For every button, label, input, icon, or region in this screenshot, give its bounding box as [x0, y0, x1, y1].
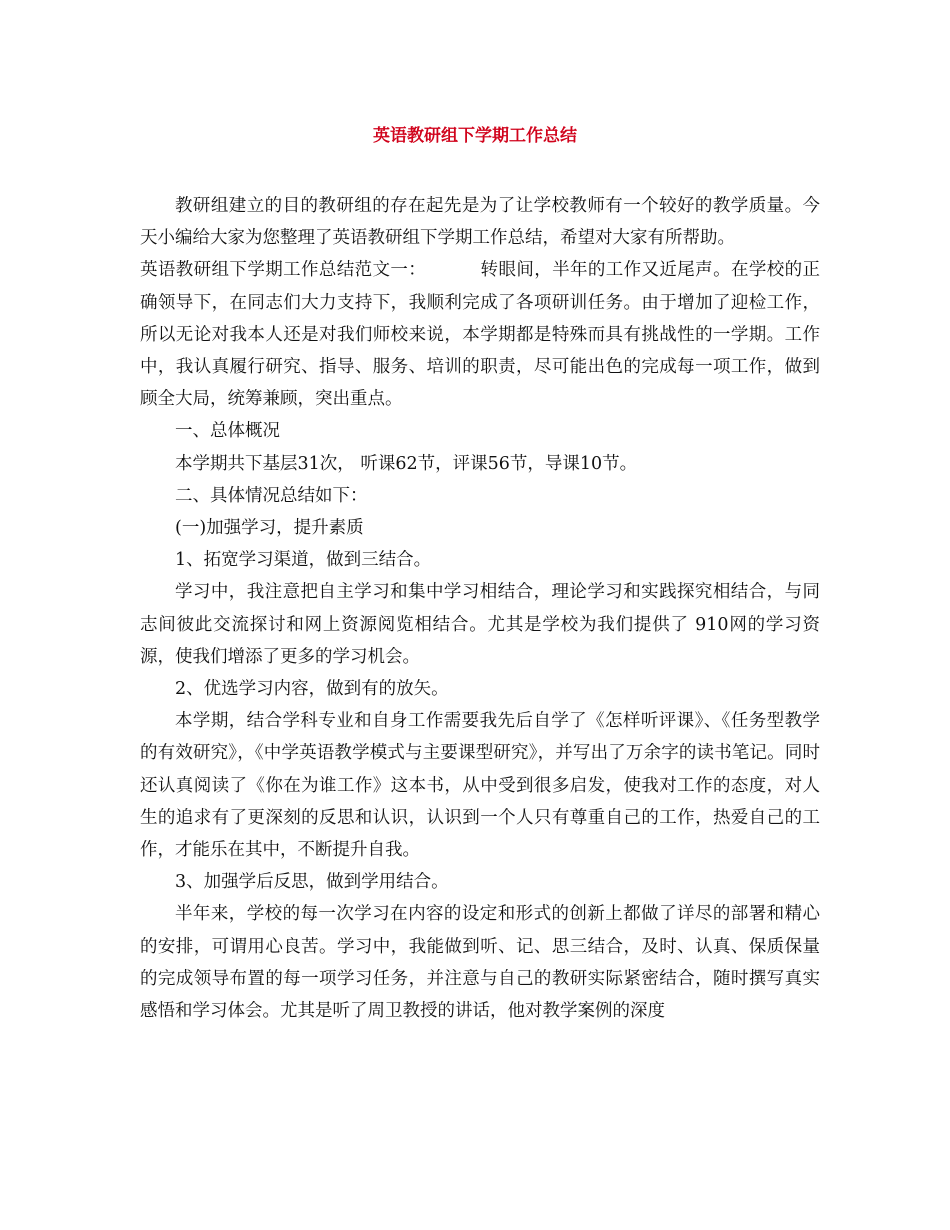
item-body-1: 学习中，我注意把自主学习和集中学习相结合，理论学习和实践探究相结合，与同志间彼此交流探讨和网上资源阅览相结合。尤其是学校为我们提供了 910网的学习资源，使我们增添了更多的学习机会。	[140, 582, 820, 667]
item-heading-3: 3、加强学后反思，做到学用结合。	[175, 872, 449, 893]
intro-line-2: 今天小编给大家为您整理了英语教研组下学期工作总结，希望对大家有所帮助。	[140, 196, 820, 249]
section-heading-details: 二、具体情况总结如下：	[175, 485, 368, 506]
sample-label: 英语教研组下学期工作总结范文一：	[140, 260, 427, 281]
sample-paragraph	[140, 254, 820, 415]
item-body-2: 本学期，结合学科专业和自身工作需要我先后自学了《怎样听评课》、《任务型教学的有效研究》，《中学英语教学模式与主要课型研究》，并写出了万余字的读书笔记。同时还认真阅读了《你在为谁工作》这本书，从中受到很多启发，使我对工作的态度，对人生的追求有了更深刻的反思和认识，认识到一个人只有尊重自己的工作，热爱自己的工作，才能乐在其中，不断提升自我。	[140, 711, 820, 861]
overview-stats: 本学期共下基层31次， 听课62节，评课56节，导课10节。	[175, 453, 638, 474]
document-title: 英语教研组下学期工作总结	[373, 126, 577, 146]
item-heading-2: 2、优选学习内容，做到有的放矢。	[175, 679, 449, 700]
section-heading-overview: 一、总体概况	[175, 421, 280, 442]
sample-lead-text: 转眼间，半年的工作又近尾声。在学校的正确领导下，在同志们大力支持下，我顺利完成了各项研训任务。由于增加了迎检工作，所以无论对我本人还是对我们师校来说，本学期都是特殊而具有挑战性的一学期。工作中，我认真履行研究、指导、服务、培训的职责，尽可能出色的完成每一项工作，做到顾全大局，统筹兼顾，突出重点。	[140, 260, 820, 410]
item-heading-1: 1、拓宽学习渠道，做到三结合。	[175, 550, 432, 571]
intro-paragraph	[140, 190, 820, 254]
subsection-heading-study: (一)加强学习，提升素质	[175, 518, 364, 539]
item-body-3: 半年来，学校的每一次学习在内容的设定和形式的创新上都做了详尽的部署和精心的安排，可谓用心良苦。学习中，我能做到听、记、思三结合，及时、认真、保质保量的完成领导布置的每一项学习任务，并注意与自己的教研实际紧密结合，随时撰写真实感悟和学习体会。尤其是听了周卫教授的讲话，他对教学案例的深度	[140, 904, 820, 1022]
document-body	[140, 190, 820, 1027]
intro-line-1: 教研组建立的目的教研组的存在起先是为了让学校教师有一个较好的教学质量。	[175, 196, 803, 216]
